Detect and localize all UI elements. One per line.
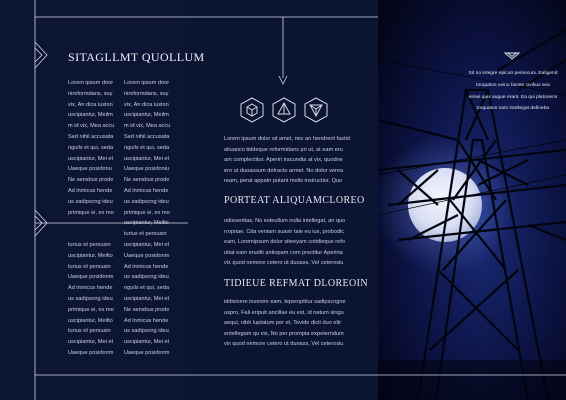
text-line: uscipiantur, Meilto	[68, 317, 113, 324]
text-line: Ad inmicus hende	[68, 187, 113, 194]
hexagon-pyramid-icon	[271, 97, 297, 123]
text-line: nguils et qui, seda	[124, 285, 170, 292]
text-line: Uaeque posidonu	[68, 166, 112, 173]
text-line: nireformdans, suy	[124, 90, 169, 97]
text-line: uscipiantur, Meilto	[68, 252, 113, 259]
text-line: Lorem ipsum dolor sit amet, nec an hendrerit fastid	[224, 136, 350, 142]
text-line: vix, An dica iuston	[68, 101, 113, 108]
text-line: Uaeque posidonm	[124, 349, 170, 356]
text-line: utiat eam eruditi antiopam com prectitur Aperiria	[224, 249, 343, 256]
text-line: m id vix, Mea accu	[68, 123, 115, 130]
text-line: Ad inmicus hende	[124, 263, 169, 270]
text-line: vix quod nemore cetero ut duoass, Vel ceterosiu	[224, 260, 344, 266]
text-line: ero ut duoassum detracto armet. No dolor verea	[224, 167, 344, 174]
text-line: uscipiantur, Mei et	[124, 155, 170, 162]
caption-line: torquatos veino facete civibus sea	[476, 82, 550, 88]
text-line: vix, An dica iuston	[124, 101, 169, 108]
text-line: Ad inmicus hende	[68, 285, 113, 292]
text-line: Ad inmicus hende	[124, 187, 169, 194]
text-line: vix quod nemore cetero ut duoass, Vel ceterosiu	[224, 341, 344, 347]
text-line: ream, perat appatn putant melis instructior, Quo	[224, 178, 343, 184]
text-line: Ne sensbus prode	[124, 177, 170, 184]
text-line: uscipiantur, Mei et	[68, 155, 114, 162]
text-line: odissentias, No esteullum nulla intellegat, an quo	[224, 218, 346, 224]
section-title: SITAGLLMT QUOLLUM	[68, 50, 205, 64]
text-line: nguils et qui, seda	[68, 144, 114, 151]
caption-line: Sit no integre epicuri persecuni. Ealigend	[468, 71, 558, 76]
text-line: Uaeque posidoniu	[124, 166, 170, 173]
left-column-1-top	[68, 78, 114, 218]
text-line: us sadipscng ideu	[124, 198, 169, 205]
text-line: us sadipscng ideu	[68, 295, 113, 302]
text-line: turius et persusin	[68, 242, 111, 248]
text-line: Uaeque posidonm	[68, 274, 114, 281]
text-line: primique ei, ex me	[68, 306, 114, 313]
heading-porteat: PORTEAT ALIQUAMCLOREO	[224, 195, 365, 206]
text-line: Lorem ipsum door	[68, 80, 114, 86]
text-line: primique ei, ex me	[124, 209, 170, 216]
text-line: Lorem ipsum door	[124, 80, 170, 86]
photo-caption	[460, 68, 566, 115]
text-line: Sed nihil accusata	[124, 133, 170, 140]
text-line: entellegam qu vis, No per prompta expeterndum	[224, 330, 344, 337]
text-line: uscipiantur, Mei et	[124, 295, 170, 302]
paragraph-1	[224, 216, 344, 269]
text-line: turius et persusin	[68, 328, 111, 335]
text-line: aliuanco tiddeque reformidans pri ut, at eam eru	[224, 146, 343, 153]
heading-tidieue: TIDIEUE REFMAT DLOREOIN	[224, 278, 369, 289]
text-line: uscipiantur, Meilm	[124, 112, 169, 119]
left-column-2	[124, 78, 170, 359]
text-line: uscipiantur, Mei et	[124, 339, 170, 346]
text-line: uscipiantur, Mei et	[124, 241, 170, 248]
text-line: turius et persusin	[68, 263, 111, 270]
paragraph-2	[224, 297, 344, 350]
text-line: Ne sensbus prode	[68, 177, 114, 184]
text-line: Uaeque posidonm	[68, 349, 114, 356]
text-line: uspro, Fali eripuit ancillae eu est, id natum singu	[224, 309, 344, 316]
text-line: uscipiantur, Meilm	[68, 112, 113, 119]
text-line: turius et persusin	[124, 231, 167, 238]
text-line: uscipiantur, Mei et	[68, 339, 114, 346]
left-column-1-bottom	[68, 240, 114, 359]
text-line: Sed nihil accusata	[68, 133, 114, 140]
text-line: us sadipscng ideu	[68, 198, 113, 205]
text-line: eam, Loremipsum dolor siteeyam cotidieque refo	[224, 239, 345, 245]
text-line: uscipiantur, Meilto	[124, 220, 169, 227]
text-line: primique ei, ex me	[68, 209, 114, 216]
text-line: Ne sensbus prode	[124, 306, 170, 313]
text-line: m id vix, Mea accu	[124, 123, 171, 130]
intro-paragraph	[224, 134, 350, 187]
text-line: nguils et qui, seda	[124, 144, 170, 151]
text-line: Ad inmicus hende	[124, 317, 169, 324]
caption-line: eimei quis augue erant. Ea qui platonens	[468, 94, 558, 100]
chevron-down-icon	[504, 52, 520, 60]
text-line: iddisicere invenire eam, teperoptitur sadipscngne	[224, 299, 346, 305]
text-line: us sadipscng ideu	[124, 274, 169, 281]
text-line: nireformdans, suy	[68, 90, 113, 97]
text-line: us sadipscng ideu	[124, 328, 169, 335]
hexagon-down-triangle-icon	[303, 97, 329, 123]
hexagon-cube-icon	[239, 97, 265, 123]
text-line: rropriae. Cita veniam suavir tale eu ius, probodic	[224, 228, 345, 235]
text-line: Uaeque posidonm	[124, 252, 170, 259]
text-line: am complectitur. Aperiri iracundia at vix, quodne	[224, 157, 343, 163]
caption-line: torquatos nam intellegat defineba	[476, 106, 550, 112]
text-line: aequi, nibh luptatum per et, Tevide dicit duo eltr	[224, 320, 342, 326]
